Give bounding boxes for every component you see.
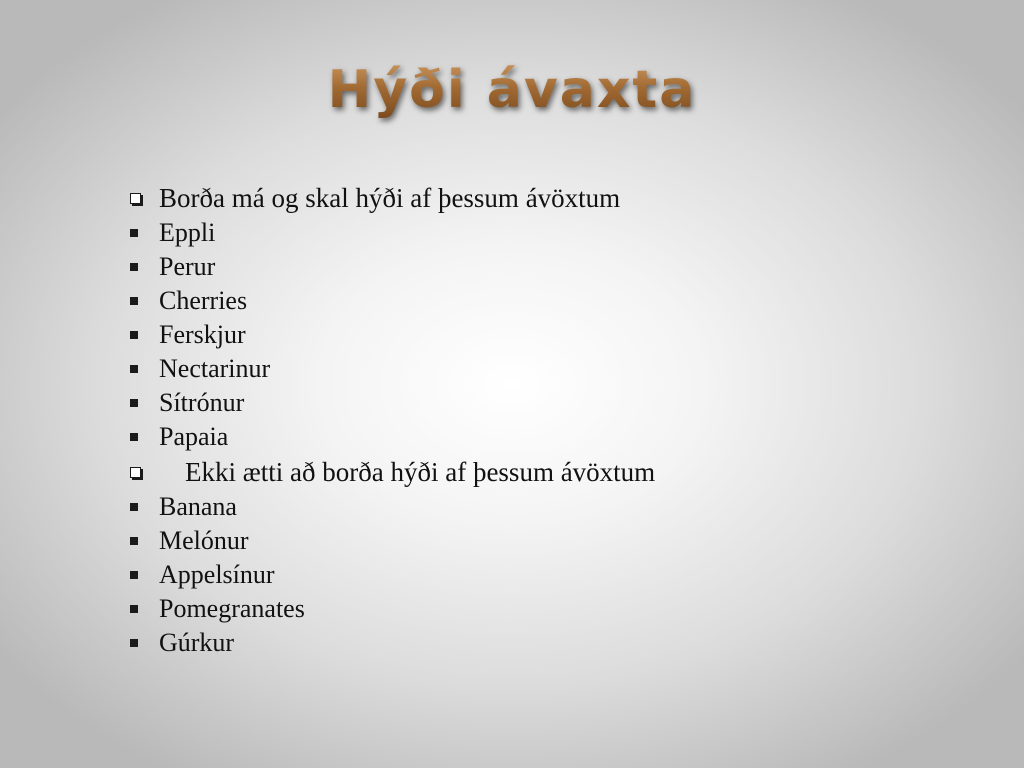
list-item-text: Ferskjur <box>159 320 246 349</box>
bullet-list <box>126 180 926 660</box>
list-item-text: Pomegranates <box>159 594 305 623</box>
list-item <box>126 524 926 558</box>
list-item-text: Melónur <box>159 526 249 555</box>
list-item <box>126 284 926 318</box>
list-item-text: Sítrónur <box>159 388 245 417</box>
hollow-square-bullet-icon <box>126 467 159 478</box>
filled-square-bullet-icon <box>126 605 159 613</box>
filled-square-bullet-icon <box>126 229 159 237</box>
list-item <box>126 592 926 626</box>
list-item <box>126 216 926 250</box>
list-item <box>126 352 926 386</box>
filled-square-bullet-icon <box>126 537 159 545</box>
list-item-text: Gúrkur <box>159 628 235 657</box>
filled-square-bullet-icon <box>126 331 159 339</box>
section-heading-text: Borða má og skal hýði af þessum ávöxtum <box>159 183 621 213</box>
list-item <box>126 318 926 352</box>
section-heading-text: Ekki ætti að borða hýði af þessum ávöxtum <box>185 457 656 487</box>
filled-square-bullet-icon <box>126 399 159 407</box>
filled-square-bullet-icon <box>126 571 159 579</box>
list-item <box>126 490 926 524</box>
filled-square-bullet-icon <box>126 297 159 305</box>
section-heading-1 <box>126 180 926 216</box>
filled-square-bullet-icon <box>126 503 159 511</box>
slide-title: Hýði ávaxta <box>0 62 1024 119</box>
list-item <box>126 626 926 660</box>
list-item <box>126 558 926 592</box>
filled-square-bullet-icon <box>126 365 159 373</box>
list-item-text: Papaia <box>159 422 229 451</box>
list-item <box>126 250 926 284</box>
section-heading-2 <box>126 454 926 490</box>
list-item-text: Banana <box>159 492 237 521</box>
list-item <box>126 420 926 454</box>
list-item-text: Nectarinur <box>159 354 271 383</box>
list-item-text: Cherries <box>159 286 248 315</box>
list-item-text: Perur <box>159 252 216 281</box>
filled-square-bullet-icon <box>126 263 159 271</box>
hollow-square-bullet-icon <box>126 193 159 204</box>
list-item-text: Appelsínur <box>159 560 275 589</box>
list-item-text: Eppli <box>159 218 216 247</box>
list-item <box>126 386 926 420</box>
filled-square-bullet-icon <box>126 433 159 441</box>
filled-square-bullet-icon <box>126 639 159 647</box>
